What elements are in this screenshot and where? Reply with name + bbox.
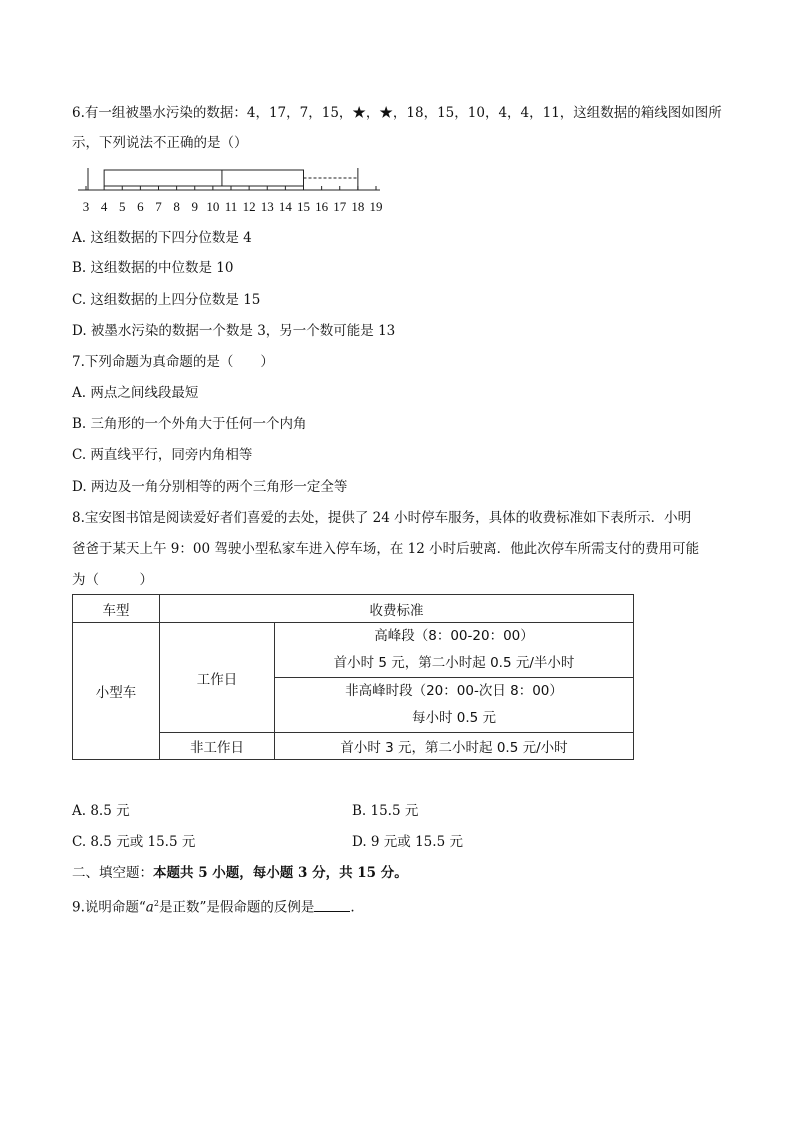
tick-label: 3 [82,199,90,214]
offpeak-cell [275,678,634,733]
q7-option-b: B. 三角形的一个外角大于任何一个内角 [72,416,307,432]
q9-variable: a [145,899,154,916]
car-type-small: 小型车 [73,623,160,760]
tick-label: 19 [369,199,383,214]
tick-label: 8 [173,199,180,214]
q8-option-d: D. 9 元或 15.5 元 [352,834,463,850]
q9-superscript: 2 [153,899,159,908]
peak-label: 高峰段（8：00-20：00） [374,628,534,644]
iqr-box [104,170,303,186]
q8-stem-line2: 爸爸于某天上午 9：00 驾驶小型私家车进入停车场，在 12 小时后驶离．他此次停车所需支付的费用可能 [72,541,700,557]
q6-stem-line2: 示，下列说法不正确的是（） [72,135,248,151]
q9-stem [72,895,355,917]
tick-label: 10 [206,199,220,214]
q9-before: 9.说明命题“ [72,899,146,916]
q8-stem-line3: 为（ ） [72,572,153,588]
tick-label: 9 [191,199,198,214]
q8-option-b: B. 15.5 元 [352,803,419,819]
q6-stem-line1: 6.有一组被墨水污染的数据：4，17，7，15，★，★，18，15，10，4，4，11，这组数据的箱线图如图所 [72,105,722,121]
q9-end: . [350,899,355,916]
q7-option-c: C. 两直线平行，同旁内角相等 [72,447,253,463]
tick-label: 4 [100,199,108,214]
header-fee-standard: 收费标准 [160,595,634,623]
tick-label: 14 [278,199,292,214]
header-car-type: 车型 [73,595,160,623]
fee-table [72,594,634,760]
non-workday-fee: 首小时 3 元，第二小时起 0.5 元/小时 [275,733,634,760]
peak-cell [275,623,634,678]
tick-label: 5 [119,199,126,214]
q8-option-c: C. 8.5 元或 15.5 元 [72,834,196,850]
tick-label: 16 [315,199,329,214]
tick-label: 13 [260,199,274,214]
tick-label: 12 [242,199,256,214]
q8-option-a: A. 8.5 元 [72,803,130,819]
q9-answer-blank [314,899,350,912]
tick-label: 7 [155,199,162,214]
tick-label: 17 [333,199,347,214]
q7-stem: 7.下列命题为真命题的是（ ） [72,354,274,370]
section-2-text: 本题共 5 小题，每小题 3 分，共 15 分。 [153,865,408,881]
workday-label: 工作日 [160,623,275,733]
tick-label: 18 [351,199,365,214]
q6-option-c: C. 这组数据的上四分位数是 15 [72,292,261,308]
q6-option-a: A. 这组数据的下四分位数是 4 [72,230,252,246]
box-plot [70,160,400,216]
section-2-heading [72,864,408,882]
offpeak-label: 非高峰时段（20：00-次日 8：00） [345,683,563,699]
tick-label: 15 [297,199,310,214]
q6-option-d: D. 被墨水污染的数据一个数是 3，另一个数可能是 13 [72,323,396,339]
q9-after: 是正数”是假命题的反例是 [158,899,315,916]
non-workday-label: 非工作日 [160,733,275,760]
q7-option-a: A. 两点之间线段最短 [72,385,199,401]
tick-label: 11 [224,199,238,214]
offpeak-fee: 每小时 0.5 元 [411,710,497,726]
section-2-prefix: 二、填空题： [72,865,153,881]
q6-option-b: B. 这组数据的中位数是 10 [72,260,234,276]
q7-option-d: D. 两边及一角分别相等的两个三角形一定全等 [72,479,348,495]
tick-label: 6 [137,199,144,214]
peak-fee: 首小时 5 元，第二小时起 0.5 元/半小时 [333,655,575,671]
q8-stem-line1: 8.宝安图书馆是阅读爱好者们喜爱的去处，提供了 24 小时停车服务，具体的收费标准如下表所示．小明 [72,510,692,526]
